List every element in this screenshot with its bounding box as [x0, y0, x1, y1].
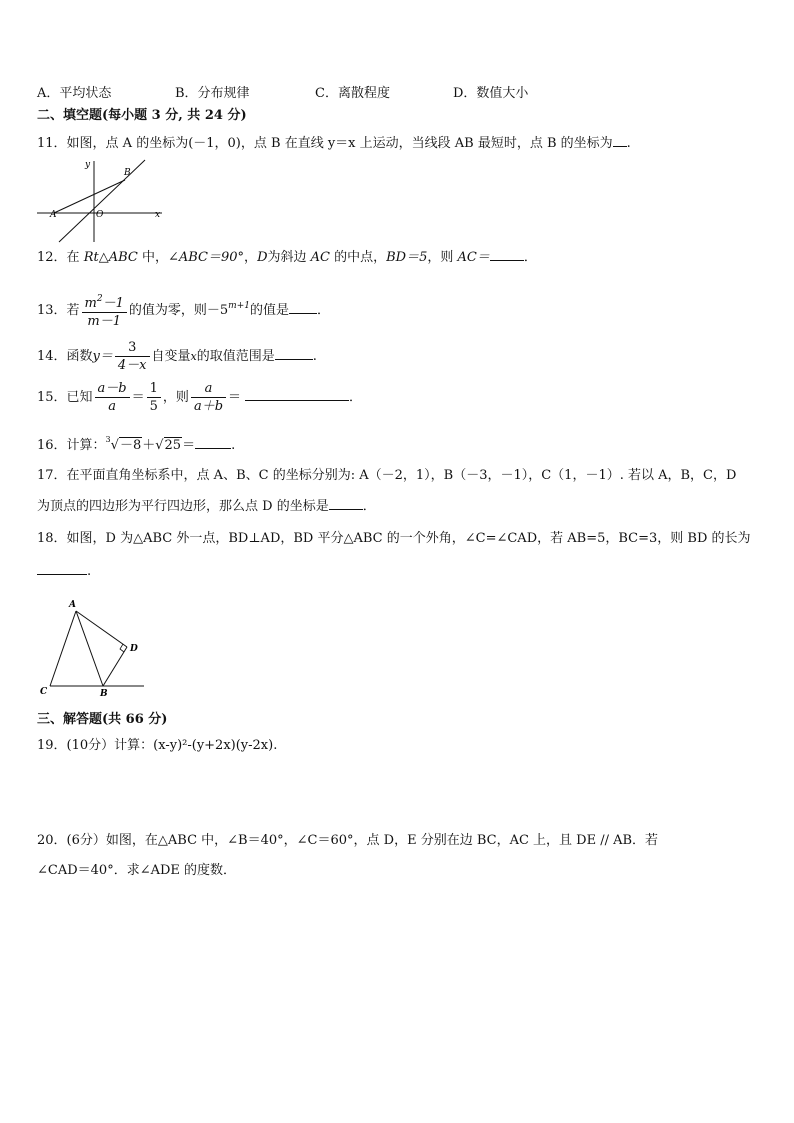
q12-point-d: D — [257, 250, 268, 265]
q11-label-b: B — [124, 168, 131, 178]
q13-exponent: m+1 — [228, 301, 250, 311]
q15-den-2: 5 — [149, 399, 158, 414]
section-2-title: 二、填空题(每小题 3 分, 共 24 分) — [37, 108, 247, 123]
q16-radicand-2: 25 — [164, 438, 182, 453]
q15-num-1: a－b — [95, 381, 130, 398]
q13-denominator: m－1 — [87, 314, 122, 329]
q18-label-c: C — [40, 687, 48, 697]
q11-label-a: A — [50, 210, 57, 220]
q14-part-3: 的取值范围是 — [196, 349, 275, 364]
q16-radical-1 — [119, 437, 142, 455]
q18-figure — [37, 596, 152, 700]
q11-end: . — [626, 136, 631, 151]
question-14 — [37, 338, 317, 376]
section-3-title: 三、解答题(共 66 分) — [37, 712, 168, 727]
q14-denominator: 4－x — [117, 358, 147, 373]
q14-part-1: 14．函数 — [37, 349, 93, 364]
q12-end: ． — [523, 250, 537, 265]
q18-segment-bd — [103, 647, 127, 686]
q13-part-3: 的值是 — [249, 303, 289, 318]
q17-text: 为顶点的四边形为平行四边形，那么点 D 的坐标是 — [37, 499, 329, 514]
q14-numerator: 3 — [115, 340, 150, 357]
q13-num-rest: －1 — [102, 296, 124, 311]
q12-part-1: 12．在 — [37, 250, 84, 265]
q15-equals: ＝ — [131, 390, 145, 405]
q11-blank — [613, 134, 627, 147]
q14-blank — [275, 347, 313, 360]
q18-blank — [37, 562, 87, 575]
q14-fraction — [115, 340, 150, 373]
question-19: 19．(10分）计算：(x-y)²-(y+2x)(y-2x). — [37, 738, 278, 753]
q13-part-1: 13．若 — [37, 303, 80, 318]
q18-end: . — [87, 564, 92, 579]
q13-part-2: 的值为零，则－5 — [128, 303, 229, 318]
question-16 — [37, 431, 235, 455]
question-20-line-2: ∠CAD＝40°．求∠ADE 的度数． — [37, 863, 237, 878]
q12-blank — [490, 248, 524, 261]
q15-fraction-1 — [95, 381, 130, 414]
option-b: B．分布规律 — [175, 86, 250, 101]
q11-figure — [37, 156, 167, 244]
question-13 — [37, 287, 330, 330]
q12-ac: AC — [310, 250, 330, 265]
q15-part-1: 15．已知 — [37, 390, 93, 405]
question-20-line-1: 20．(6分）如图，在△ABC 中，∠B＝40°，∠C＝60°，点 D，E 分别在边 BC，AC 上，且 DE // AB．若 — [37, 833, 659, 848]
q14-part-2: 自变量 — [151, 349, 191, 364]
q12-ac-eq: AC＝ — [457, 250, 490, 265]
q11-segment-ab — [54, 180, 125, 213]
q15-den-3: a＋b — [193, 399, 224, 414]
q14-x: x — [190, 350, 197, 363]
q13-num-exp: 2 — [96, 294, 103, 304]
q12-part-6: ，则 — [427, 250, 458, 265]
q13-blank — [289, 301, 317, 314]
q16-radical-2 — [164, 437, 183, 455]
q18-segment-ad — [76, 611, 127, 647]
q13-num-m: m — [84, 296, 97, 311]
q15-blank — [245, 388, 349, 401]
q18-segment-ca — [50, 611, 76, 686]
q18-segment-ab — [76, 611, 103, 686]
q11-label-x: x — [155, 210, 161, 220]
option-c: C．离散程度 — [315, 86, 390, 101]
question-12 — [37, 248, 537, 267]
q16-plus: ＋ — [142, 438, 156, 453]
q15-num-3: a — [191, 381, 226, 398]
q12-angle: ∠ABC＝90° — [167, 250, 245, 265]
q16-blank — [195, 436, 231, 449]
question-18-line-1: 18．如图，D 为△ABC 外一点，BD⊥AD，BD 平分△ABC 的一个外角，∠C=∠CAD，若 AB=5，BC=3，则 BD 的长为 — [37, 531, 751, 546]
q13-end: ． — [317, 303, 331, 318]
q12-part-2: 中， — [137, 250, 168, 265]
q11-label-y: y — [85, 160, 91, 170]
q17-end: ． — [362, 499, 376, 514]
q18-label-b: B — [100, 689, 108, 699]
q15-end: ． — [349, 390, 363, 405]
q11-line-y-eq-x — [59, 160, 145, 242]
q18-right-angle-mark — [120, 644, 124, 652]
q15-fraction-2 — [147, 381, 161, 414]
q16-end: . — [231, 438, 236, 453]
question-11 — [37, 134, 631, 153]
q12-bd: BD＝5 — [386, 250, 428, 265]
question-17-line-1: 17．在平面直角坐标系中，点 A、B、C 的坐标分别为: A（－2，1），B（－3，－1），C（1，－1）. 若以 A，B，C，D — [37, 468, 737, 483]
q15-num-2: 1 — [147, 381, 161, 398]
q15-den-1: a — [108, 399, 116, 414]
q16-part-1: 16．计算： — [37, 438, 106, 453]
q11-text: 11．如图，点 A 的坐标为(－1，0)，点 B 在直线 y＝x 上运动，当线段 AB 最短时，点 B 的坐标为 — [37, 136, 613, 151]
q14-end: . — [312, 349, 317, 364]
q17-blank — [329, 497, 363, 510]
q16-radical-sign-2: √ — [155, 438, 164, 453]
q16-radical-sign-1: √ — [110, 438, 119, 453]
q12-triangle: Rt△ABC — [83, 250, 138, 265]
q15-fraction-3 — [191, 381, 226, 414]
q12-part-5: 的中点， — [329, 250, 387, 265]
q16-equals: ＝ — [182, 438, 196, 453]
q12-part-4: 为斜边 — [267, 250, 311, 265]
q15-equals-2: ＝ — [228, 390, 242, 405]
option-d: D．数值大小 — [453, 86, 529, 101]
q16-root-index: 3 — [105, 435, 111, 444]
question-17-line-2 — [37, 497, 376, 516]
option-a: A．平均状态 — [37, 86, 112, 101]
question-15 — [37, 379, 362, 417]
q18-label-d: D — [130, 644, 138, 654]
q15-part-2: ，则 — [162, 390, 189, 405]
q18-label-a: A — [69, 600, 76, 610]
q13-fraction — [82, 292, 127, 329]
question-18-line-2 — [37, 562, 91, 581]
q14-y-eq: y＝ — [92, 349, 113, 364]
q11-label-o: O — [96, 210, 104, 220]
q16-radicand-1: －8 — [119, 438, 142, 453]
q12-part-3: ， — [244, 250, 258, 265]
